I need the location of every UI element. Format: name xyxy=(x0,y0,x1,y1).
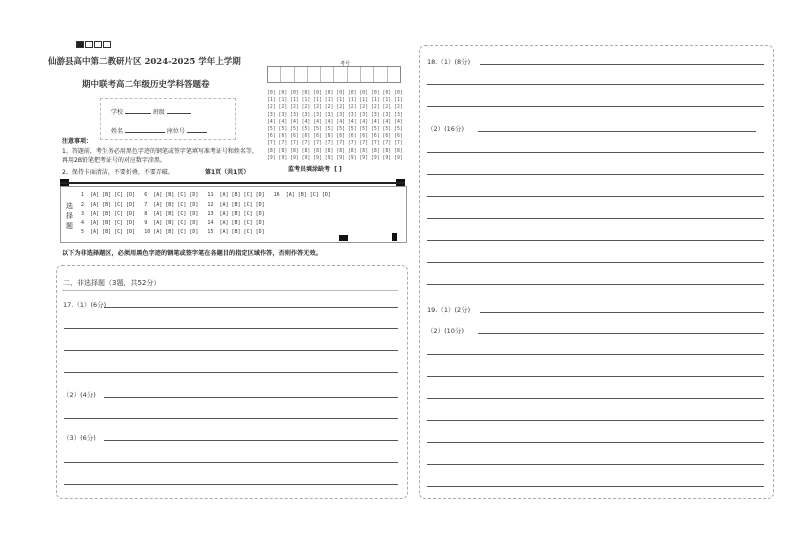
class-field[interactable] xyxy=(167,113,191,114)
answer-line[interactable] xyxy=(427,398,764,399)
title-line-2: 期中联考高二年级历史学科答题卷 xyxy=(82,80,210,90)
page-label: 第1页（共1页） xyxy=(205,169,250,176)
notice-item-2: 2、保持卡面清洁，不要折叠，不要弄破。 xyxy=(62,169,174,176)
answer-area-18-19 xyxy=(419,45,774,499)
answer-line[interactable] xyxy=(427,196,764,197)
seat-label: 座位号 xyxy=(166,128,185,135)
mc-section-label: 选择题 xyxy=(66,202,73,230)
exam-number-bubbles[interactable]: [0] [0] [0] [0] [0] [0] [0] [0] [0] [0] [0] [0] [1] [1] [1] [1] [1] [1] [1] [1] [1] [1] [1] [1] [2] [2] [2] [2] [2] [2] [2] [2] [2] [2] [2] [2] [3] [3] [3] [3] [3] [3] [3] [3] [3] [3] [3] [3] [4] [4] [4] [4] [4] [4] [4] [4] [4] [4] [4] [4] [5] [5] [5] [5] [5] [5] [5] [5] [5] [5] [5] [5] [6] [6] [6] [6] [6] [6] [6] [6] [6] [6] [6] [6] [7] [7] [7] [7] [7] [7] [7] [7] [7] [7] [7] [7] [8] [8] [8] [8] [8] [8] [8] [8] [8] [8] [8] [8] [9] [9] [9] [9] [9] [9] [9] [9] [9] [9] [9] [9] xyxy=(267,91,403,161)
mc-row[interactable]: 4 [A] [B] [C] [D] 9 [A] [B] [C] [D] 14 [A] [B] [C] [D] xyxy=(81,220,265,226)
page-marker xyxy=(76,34,112,53)
answer-line[interactable] xyxy=(427,218,764,219)
notice-title: 注意事项： xyxy=(62,138,93,145)
answer-line[interactable] xyxy=(478,333,764,334)
answer-line[interactable] xyxy=(64,418,398,419)
marker-square-filled xyxy=(76,41,84,48)
exam-no-label: 考号 xyxy=(340,61,351,67)
instruction-text: 以下为非选择题区，必须用黑色字迹的钢笔或签字笔在各题目的指定区域作答，否则作答无效。 xyxy=(62,250,322,257)
q19-1-label: 19.（1）(2分) xyxy=(427,306,471,314)
absent-label: 监考员填涂缺考 [ ] xyxy=(288,166,342,173)
timing-mark xyxy=(392,233,397,241)
mc-row[interactable]: 5 [A] [B] [C] [D] 10 [A] [B] [C] [D] 15 [A] [B] [C] [D] xyxy=(81,229,265,235)
answer-line[interactable] xyxy=(64,372,398,373)
answer-line[interactable] xyxy=(104,440,398,441)
answer-line[interactable] xyxy=(427,464,764,465)
marker-square xyxy=(85,41,93,48)
answer-line[interactable] xyxy=(427,106,764,107)
marker-square xyxy=(103,41,111,48)
timing-rule xyxy=(60,182,405,184)
answer-line[interactable] xyxy=(427,486,764,487)
mc-row[interactable]: 2 [A] [B] [C] [D] 7 [A] [B] [C] [D] 12 [A] [B] [C] [D] xyxy=(81,202,265,208)
answer-line[interactable] xyxy=(427,354,764,355)
answer-line[interactable] xyxy=(427,174,764,175)
answer-area-17 xyxy=(56,265,408,499)
seat-field[interactable] xyxy=(187,132,207,133)
q18-1-label: 18.（1）(8分) xyxy=(427,58,471,66)
answer-line[interactable] xyxy=(478,131,756,132)
q17-1-label: 17.（1）(6分) xyxy=(63,301,107,309)
mc-row[interactable]: 3 [A] [B] [C] [D] 8 [A] [B] [C] [D] 13 [A] [B] [C] [D] xyxy=(81,211,265,217)
answer-line[interactable] xyxy=(427,420,764,421)
class-label: 班级 xyxy=(152,109,165,116)
answer-line[interactable] xyxy=(480,64,764,65)
answer-line[interactable] xyxy=(64,328,398,329)
school-field[interactable] xyxy=(125,113,151,114)
answer-line[interactable] xyxy=(64,462,398,463)
student-info-box xyxy=(100,98,236,140)
answer-line[interactable] xyxy=(427,442,764,443)
answer-line[interactable] xyxy=(427,284,764,285)
answer-line[interactable] xyxy=(104,397,398,398)
answer-line[interactable] xyxy=(427,240,764,241)
answer-line[interactable] xyxy=(427,84,764,85)
answer-line[interactable] xyxy=(64,350,398,351)
school-label: 学校 xyxy=(111,109,124,116)
exam-number-boxes[interactable] xyxy=(267,66,401,83)
answer-line[interactable] xyxy=(427,262,764,263)
q17-2-label: （2）(4分) xyxy=(63,391,96,399)
answer-line[interactable] xyxy=(64,484,398,485)
marker-square xyxy=(94,41,102,48)
name-field[interactable] xyxy=(125,132,165,133)
answer-line[interactable] xyxy=(427,152,764,153)
title-line-1: 仙游县高中第二教研片区 2024-2025 学年上学期 xyxy=(48,57,241,67)
section2-title: 二、非选择题（3题，共52分） xyxy=(63,279,161,287)
answer-line[interactable] xyxy=(480,312,764,313)
mc-row[interactable]: 1 [A] [B] [C] [D] 6 [A] [B] [C] [D] 11 [A] [B] [C] [D] 16 [A] [B] [C] [D] xyxy=(81,192,331,198)
answer-line[interactable] xyxy=(104,307,398,308)
answer-line[interactable] xyxy=(427,376,764,377)
name-label: 姓名 xyxy=(111,128,124,135)
q19-2-label: （2）(10分) xyxy=(427,327,464,335)
timing-mark xyxy=(339,235,348,241)
notice-item-1: 1、答题前，考生务必用黑色字迹的钢笔或签字笔填写准考证号和姓名等，再用2B铅笔把考证号的对应数字涂黑。 xyxy=(62,148,258,164)
absent-checkbox[interactable]: [ ] xyxy=(334,166,342,173)
q18-2-label: （2）(16分) xyxy=(427,125,464,133)
q17-3-label: （3）(6分) xyxy=(63,434,96,442)
multiple-choice-box xyxy=(60,186,407,243)
